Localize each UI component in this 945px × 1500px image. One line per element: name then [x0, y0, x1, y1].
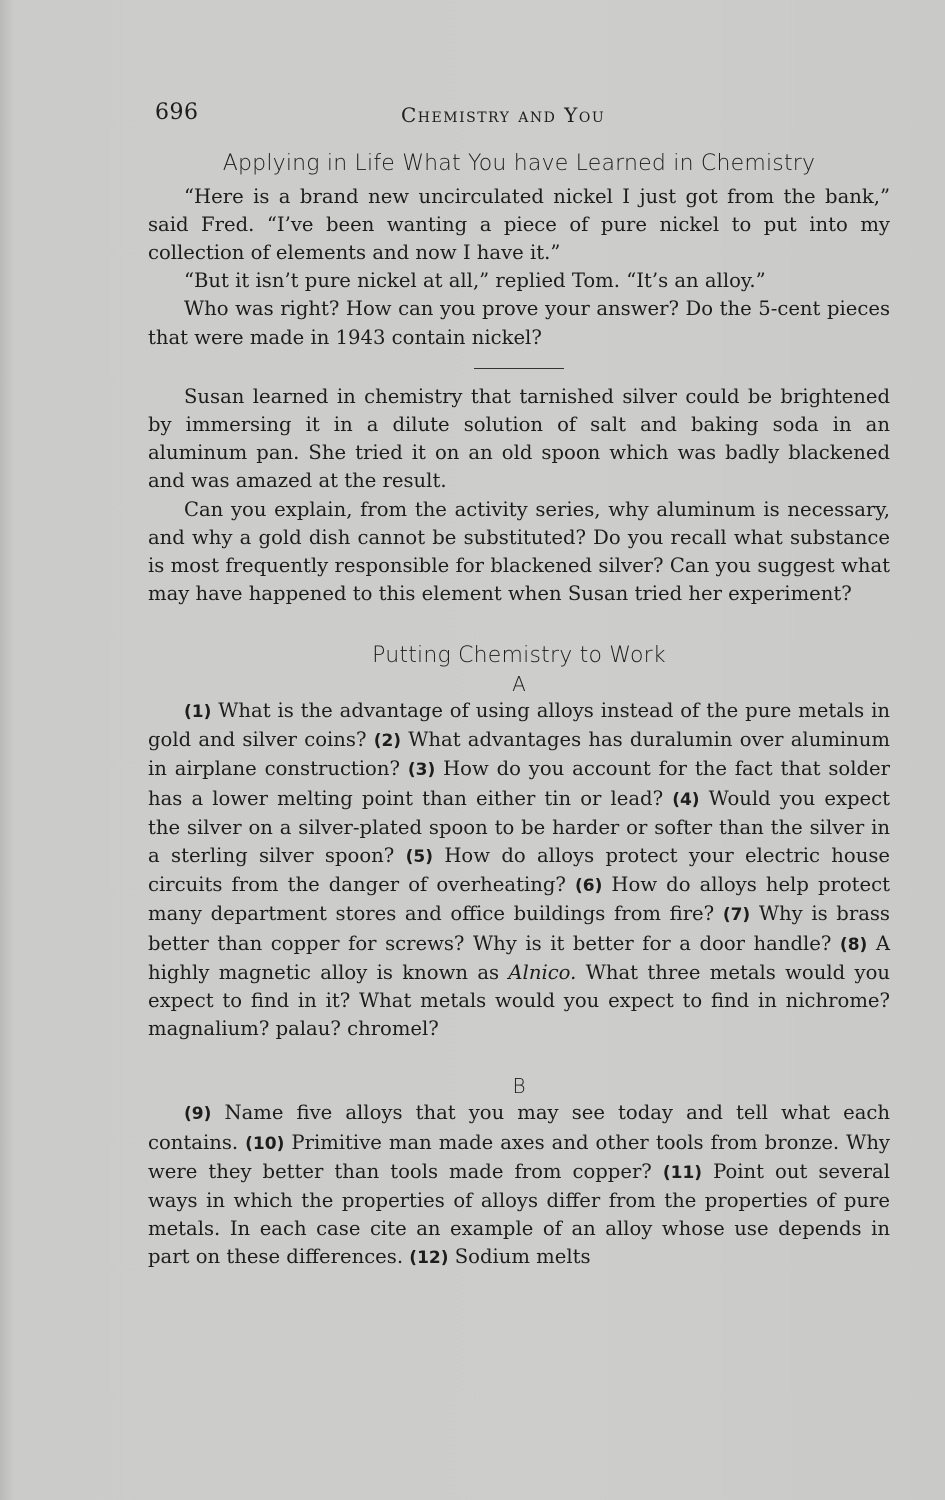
group-letter-a: A	[512, 672, 526, 697]
alloy-name-alnico: Alnico.	[508, 960, 577, 984]
question-number: (1)	[184, 702, 212, 723]
question-text: What three metals would you expect to find in it? What metals would you expect to find in nichrome? magnalium? palau? chromel?	[148, 960, 890, 1041]
section-heading-applying: Applying in Life What You have Learned in Chemistry	[222, 151, 816, 176]
questions-group-b	[148, 1099, 890, 1272]
paragraph-fred: “Here is a brand new uncirculated nickel I just got from the bank,” said Fred. “I’ve been wanting a piece of pure nickel to put into my collection of elements and now I have it.”	[148, 184, 890, 264]
question-number: (6)	[574, 876, 603, 897]
page-content	[148, 150, 890, 1273]
question-text: What is the advantage of using alloys instead of the pure metals in gold and silver coins?	[148, 699, 890, 752]
question-number: (3)	[407, 760, 436, 781]
question-number: (5)	[405, 847, 433, 868]
question-text: How do alloys protect your electric house circuits from the danger of overheating?	[148, 844, 890, 897]
question-text: How do alloys help protect many department stores and office buildings from fire?	[148, 873, 890, 926]
question-text: How do you account for the fact that solder has a lower melting point than either tin or lead?	[148, 757, 890, 810]
question-number: (2)	[373, 731, 402, 752]
paragraph-who-was-right: Who was right? How can you prove your answer? Do the 5-cent pieces that were made in 1943 contain nickel?	[148, 297, 890, 349]
paragraph-tom: “But it isn’t pure nickel at all,” replied Tom. “It’s an alloy.”	[184, 269, 766, 293]
question-text: What advantages has duralumin over aluminum in airplane construction?	[148, 728, 890, 781]
book-title: Chemistry and You	[401, 103, 606, 127]
question-number: (11)	[662, 1162, 703, 1183]
question-text: Why is brass better than copper for screws? Why is it better for a door handle?	[148, 902, 890, 955]
question-text: Sodium melts	[448, 1245, 591, 1269]
question-text: Point out several ways in which the properties of alloys differ from the properties of pure metals. In each case cite an example of an alloy whose use depends in part on these differences.	[148, 1159, 890, 1269]
question-number: (7)	[722, 905, 751, 926]
group-letter-b: B	[512, 1074, 526, 1099]
section-heading-putting-to-work: Putting Chemistry to Work	[372, 643, 666, 669]
section-divider	[474, 368, 564, 369]
question-number: (4)	[672, 789, 700, 810]
question-text: Would you expect the silver on a silver-plated spoon to be harder or softer than the silver in a sterling silver spoon?	[148, 786, 890, 868]
page-number: 696	[155, 100, 199, 125]
question-number: (9)	[184, 1104, 212, 1125]
questions-group-a	[148, 697, 890, 1043]
question-text: Primitive man made axes and other tools from bronze. Why were they better than tools made from copper?	[148, 1130, 891, 1183]
question-number: (12)	[409, 1248, 449, 1269]
question-text: A highly magnetic alloy is known as	[148, 931, 890, 984]
question-number: (10)	[245, 1133, 285, 1154]
running-head	[155, 100, 895, 132]
paragraph-activity-series: Can you explain, from the activity series, why aluminum is necessary, and why a gold dish cannot be substituted? Do you recall what substance is most frequently responsible for blackened silver? Can you suggest what may have happened to this element when Susan tried her experiment?	[148, 497, 890, 606]
question-text: Name five alloys that you may see today and tell what each contains.	[148, 1101, 890, 1154]
paragraph-susan: Susan learned in chemistry that tarnished silver could be brightened by immersing it in a dilute solution of salt and baking soda in an aluminum pan. She tried it on an old spoon which was badly blackened and was amazed at the result.	[148, 384, 890, 493]
question-number: (8)	[839, 934, 868, 955]
